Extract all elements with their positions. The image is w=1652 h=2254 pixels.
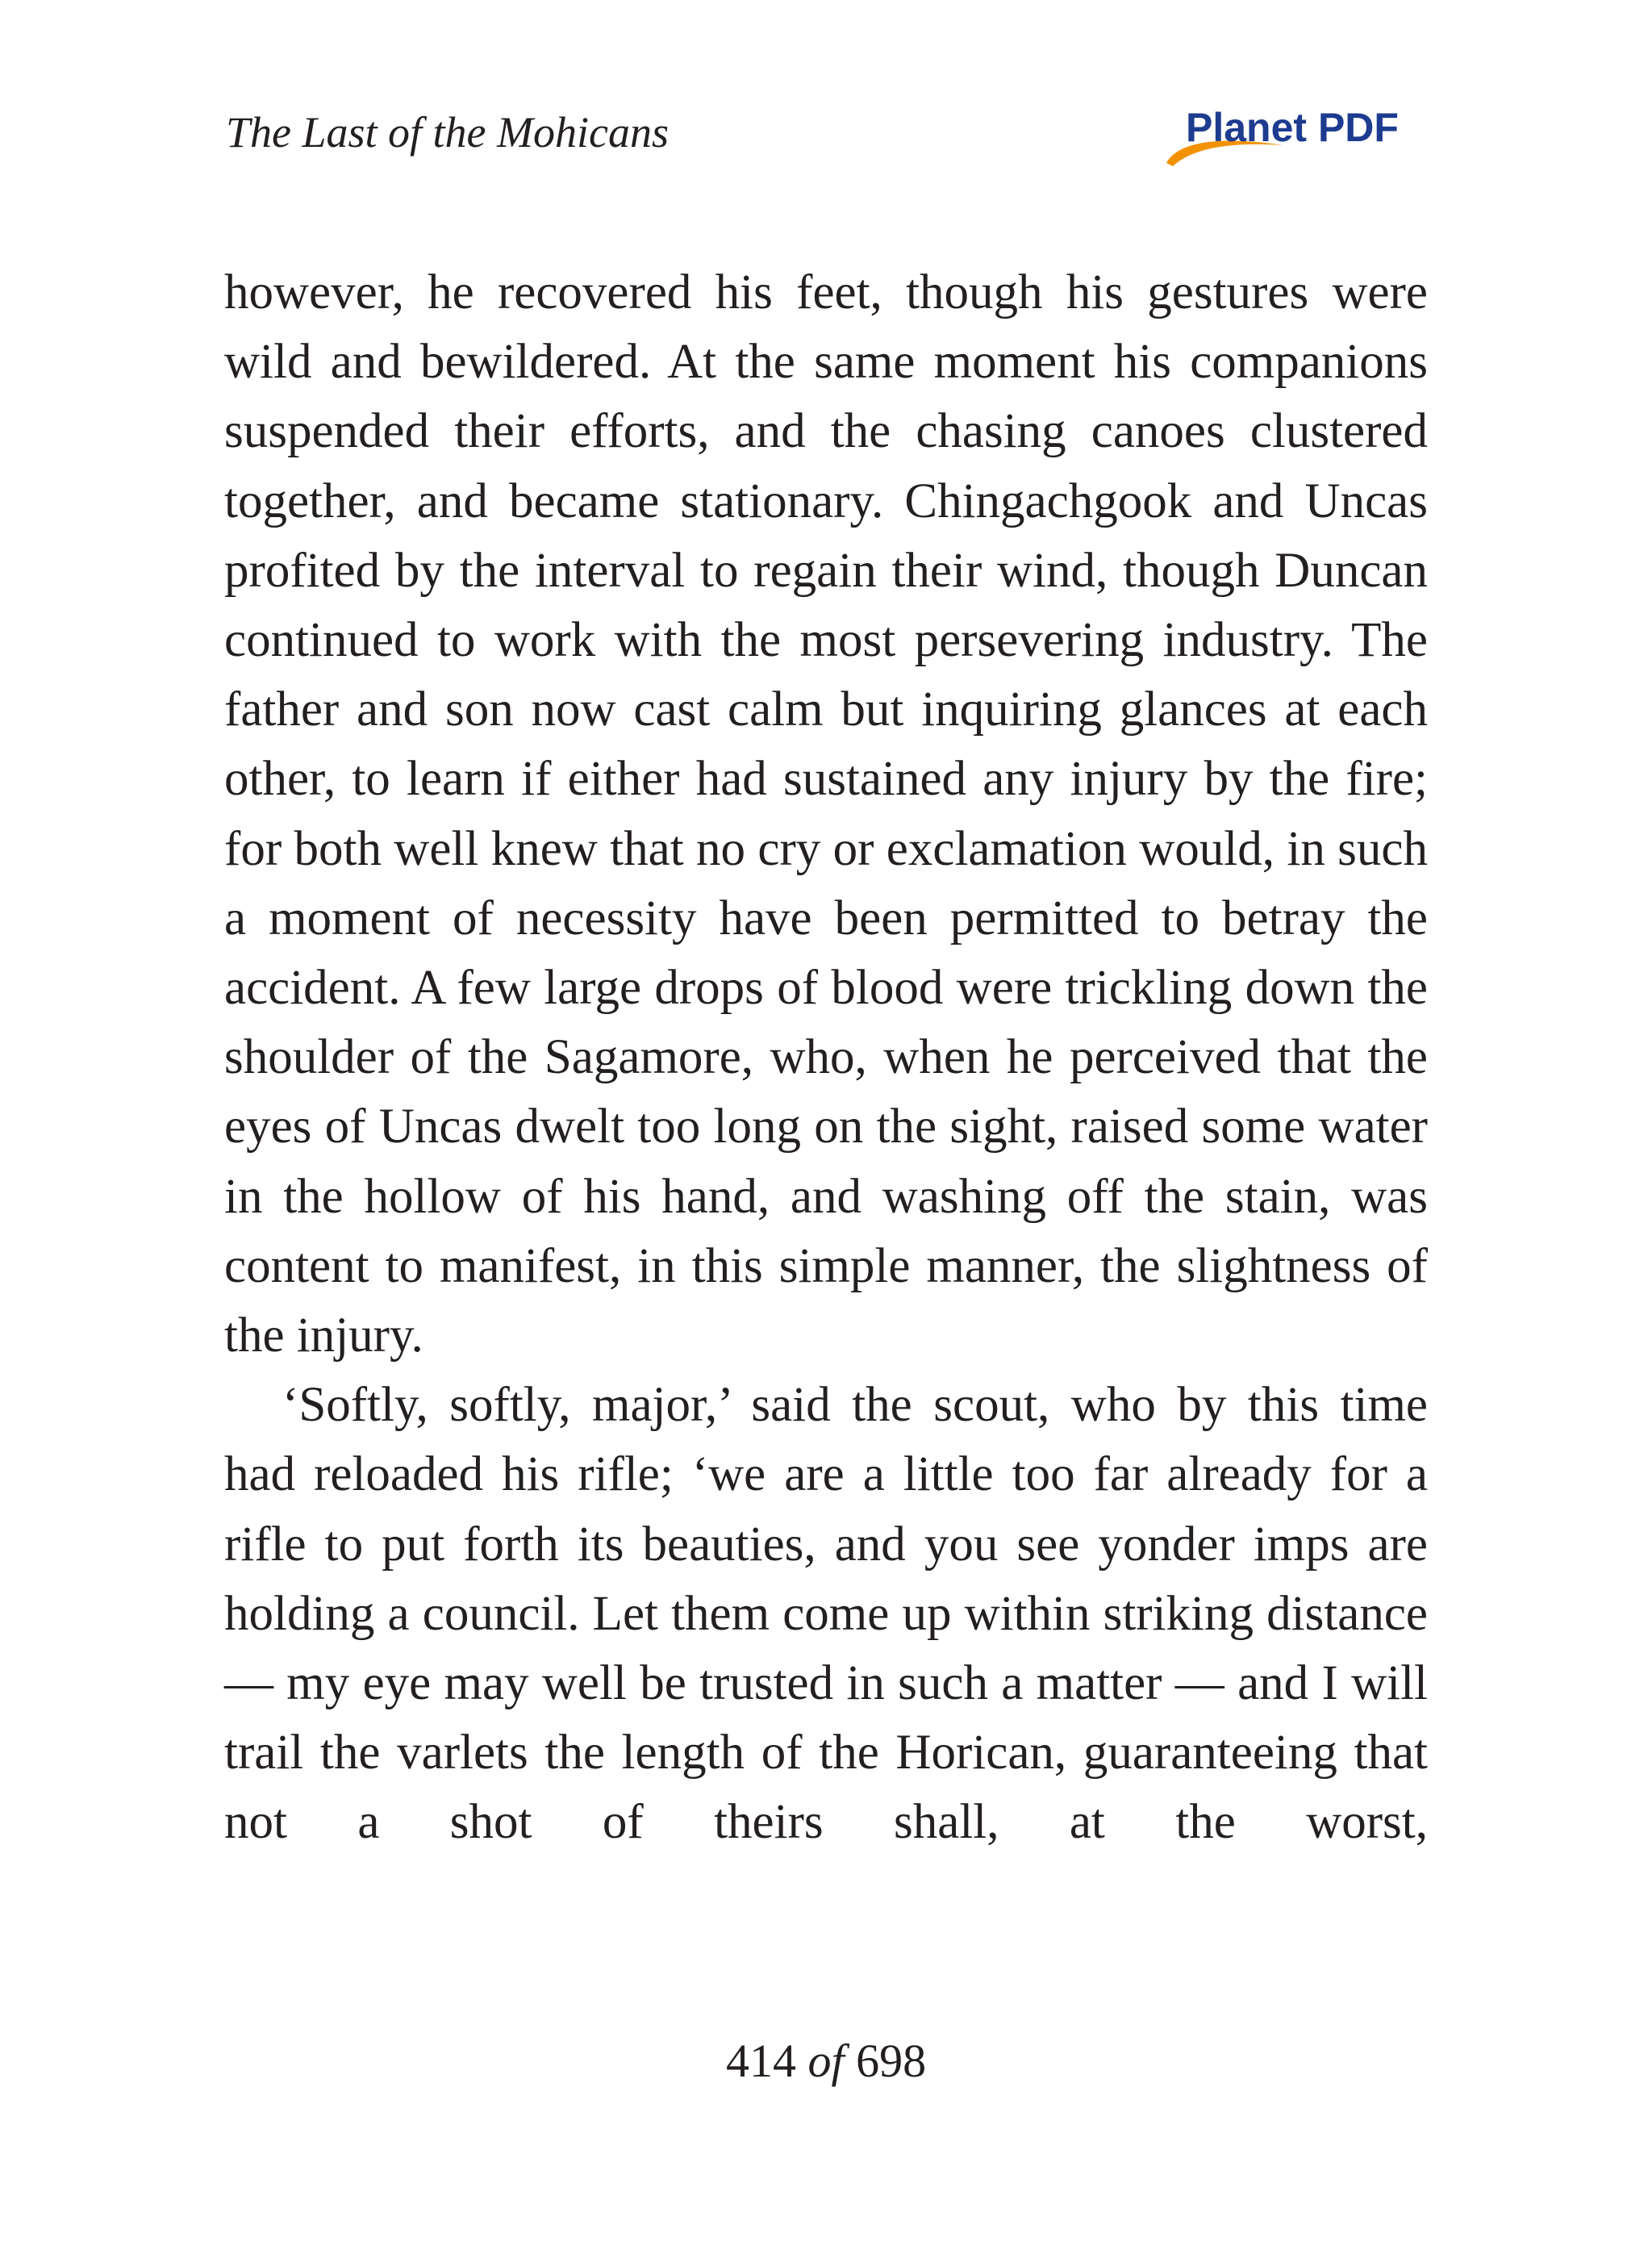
book-title: The Last of the Mohicans	[226, 108, 669, 157]
page-of-label: of	[807, 2035, 845, 2087]
page-number	[0, 2033, 1652, 2089]
page-body	[224, 258, 1428, 1858]
logo-text: Planet PDF	[1186, 105, 1399, 150]
paragraph: ‘Softly, softly, major,’ said the scout, who by this time had reloaded his rifle; ‘we are a little too far already for a rifle to put forth its beauties, and you see yonder imps are holding a council. Let them come up within striking distance — my eye may well be trusted in such a matter — and I will trail the varlets the length of the Horican, guaranteeing that not a shot of theirs shall, at the worst,	[224, 1378, 1428, 1850]
current-page: 414	[725, 2035, 796, 2087]
planet-pdf-logo	[1162, 100, 1420, 173]
paragraph: however, he recovered his feet, though his gestures were wild and bewildered. At the same moment his companions suspended their efforts, and the chasing canoes clustered together, and became stationary. Chingachgook and Uncas profited by the interval to regain their wind, though Duncan continued to work with the most persevering industry. The father and son now cast calm but inquiring glances at each other, to learn if either had sustained any injury by the fire; for both well knew that no cry or exclamation would, in such a moment of necessity have been permitted to betray the accident. A few large drops of blood were trickling down the shoulder of the Sagamore, who, when he perceived that the eyes of Uncas dwelt too long on the sight, raised some water in the hollow of his hand, and washing off the stain, was content to manifest, in this simple manner, the slightness of the injury.	[224, 265, 1428, 1363]
total-pages: 698	[856, 2035, 927, 2087]
